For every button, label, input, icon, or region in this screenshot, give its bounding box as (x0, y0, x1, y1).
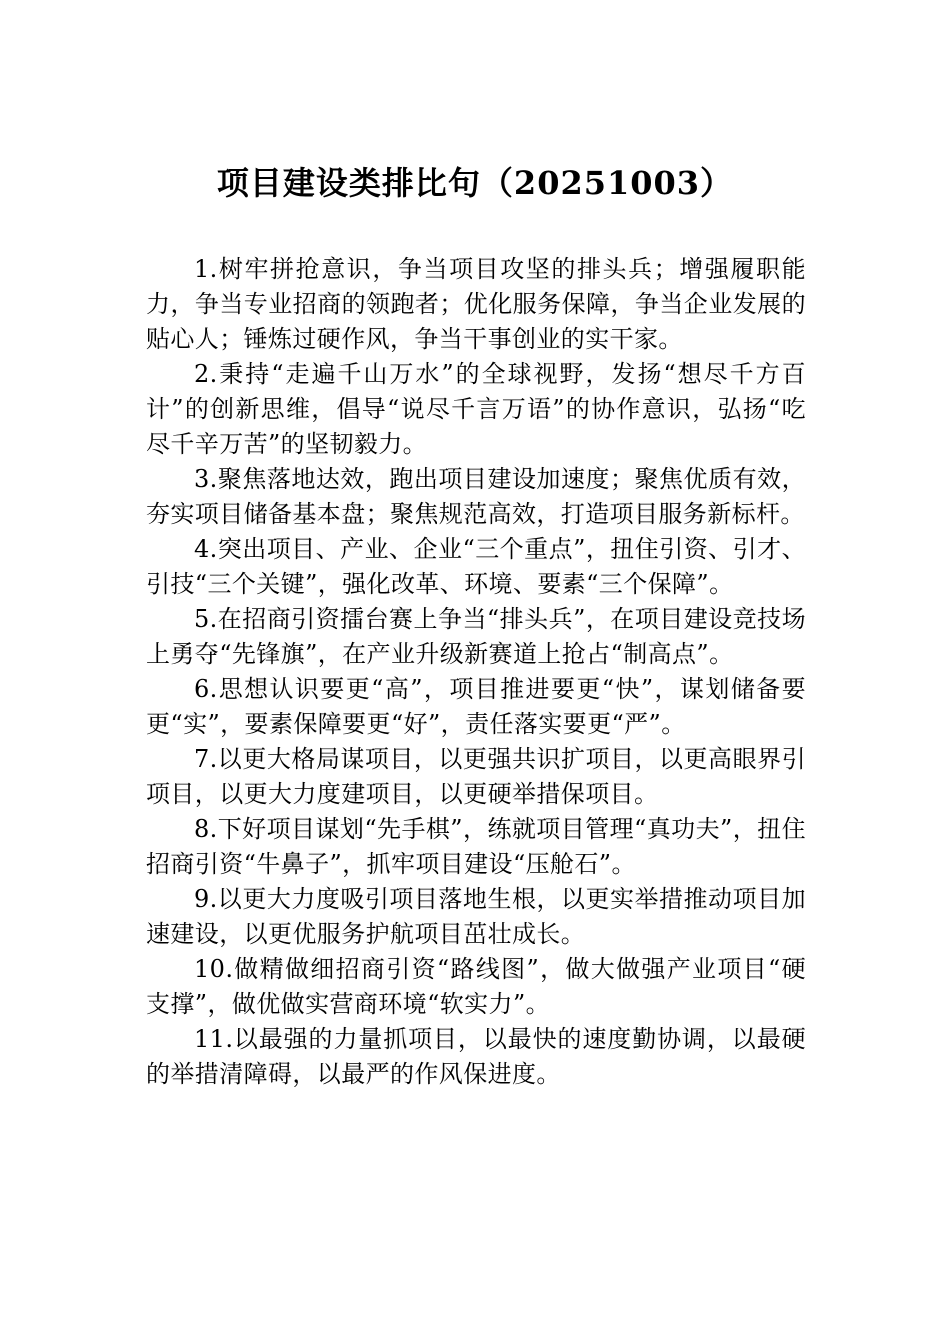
paragraph-5: 5.在招商引资擂台赛上争当“排头兵”，在项目建设竞技场上勇夺“先锋旗”，在产业升级新赛道上抢占“制高点”。 (146, 605, 806, 668)
paragraph-1: 1.树牢拼抢意识，争当项目攻坚的排头兵；增强履职能力，争当专业招商的领跑者；优化服务保障，争当企业发展的贴心人；锤炼过硬作风，争当干事创业的实干家。 (146, 255, 806, 353)
document-body (146, 252, 806, 1092)
paragraph-7: 7.以更大格局谋项目，以更强共识扩项目，以更高眼界引项目，以更大力度建项目，以更硬举措保项目。 (146, 745, 806, 808)
paragraph-8: 8.下好项目谋划“先手棋”，练就项目管理“真功夫”，扭住招商引资“牛鼻子”，抓牢项目建设“压舱石”。 (146, 815, 806, 878)
paragraph-9: 9.以更大力度吸引项目落地生根，以更实举措推动项目加速建设，以更优服务护航项目茁壮成长。 (146, 885, 806, 948)
paragraph-6: 6.思想认识要更“高”，项目推进要更“快”，谋划储备要更“实”，要素保障要更“好”，责任落实要更“严”。 (146, 675, 806, 738)
paragraph-11: 11.以最强的力量抓项目，以最快的速度勤协调，以最硬的举措清障碍，以最严的作风保进度。 (146, 1025, 806, 1088)
paragraph-4: 4.突出项目、产业、企业“三个重点”，扭住引资、引才、引技“三个关键”，强化改革、环境、要素“三个保障”。 (146, 535, 806, 598)
paragraph-3: 3.聚焦落地达效，跑出项目建设加速度；聚焦优质有效，夯实项目储备基本盘；聚焦规范高效，打造项目服务新标杆。 (146, 465, 806, 528)
page-title: 项目建设类排比句（20251003） (216, 164, 734, 202)
paragraph-2: 2.秉持“走遍千山万水”的全球视野，发扬“想尽千方百计”的创新思维，倡导“说尽千言万语”的协作意识，弘扬“吃尽千辛万苦”的坚韧毅力。 (146, 360, 806, 458)
paragraph-10: 10.做精做细招商引资“路线图”，做大做强产业项目“硬支撑”，做优做实营商环境“软实力”。 (146, 955, 806, 1018)
